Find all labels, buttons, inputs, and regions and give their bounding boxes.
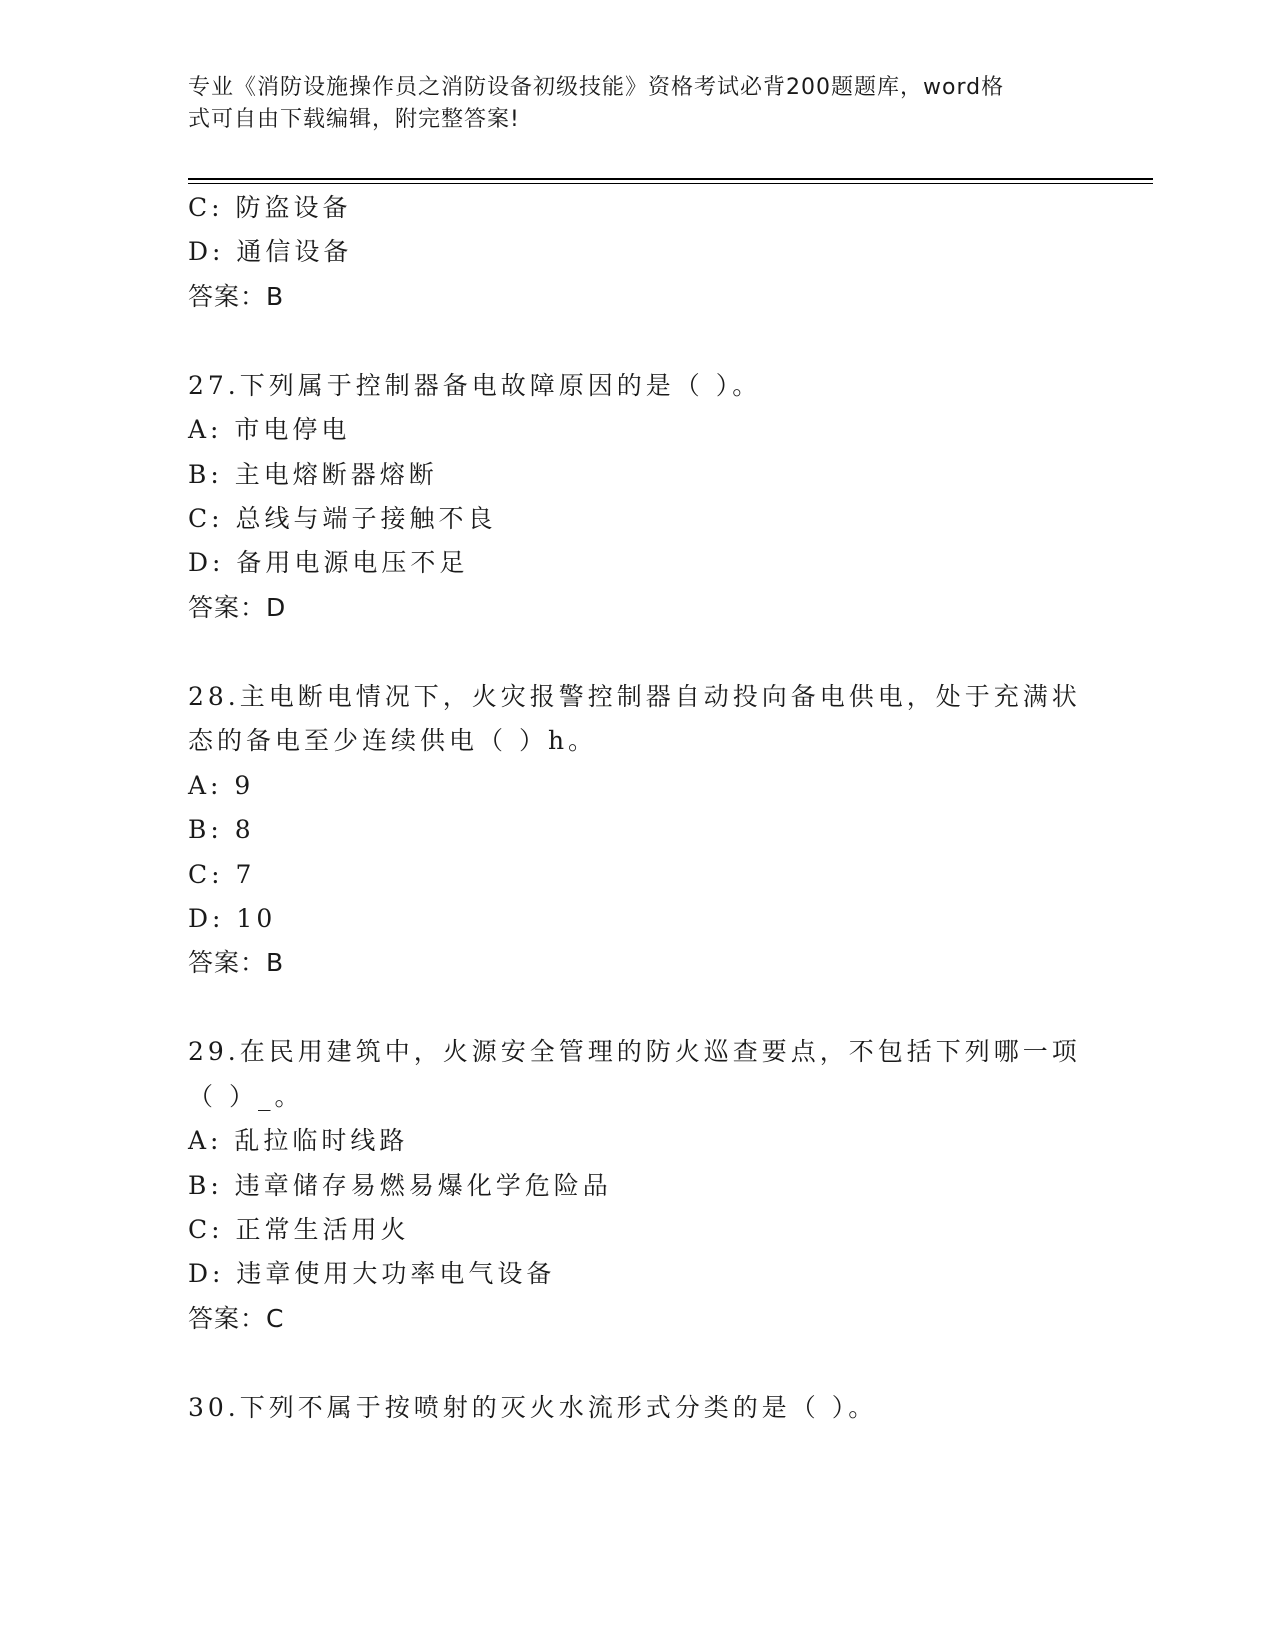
answer-line: 答案：B — [188, 282, 285, 311]
question-30: 30.下列不属于按喷射的灭火水流形式分类的是（ ）。 — [188, 1393, 878, 1422]
option-d: D: 违章使用大功率电气设备 — [188, 1259, 556, 1288]
question-29-line-2: （ ）_。 — [188, 1082, 304, 1111]
document-header — [188, 72, 1068, 136]
header-divider-thin — [188, 183, 1153, 184]
header-line-2: 式可自由下载编辑，附完整答案! — [188, 107, 520, 132]
answer-line: 答案：C — [188, 1304, 285, 1333]
header-divider-thick — [188, 178, 1153, 180]
option-c: C: 7 — [188, 860, 256, 889]
option-a: A: 乱拉临时线路 — [188, 1126, 409, 1155]
option-b: B: 8 — [188, 815, 255, 844]
option-c: C: 防盗设备 — [188, 193, 352, 222]
question-29-line-1: 29.在民用建筑中，火源安全管理的防火巡查要点，不包括下列哪一项 — [188, 1037, 1081, 1066]
option-a: A: 9 — [188, 771, 255, 800]
option-b: B: 主电熔断器熔断 — [188, 460, 438, 489]
question-28-line-2: 态的备电至少连续供电（ ）h。 — [188, 726, 598, 755]
option-c: C: 正常生活用火 — [188, 1215, 410, 1244]
answer-line: 答案：B — [188, 948, 285, 977]
option-d: D: 通信设备 — [188, 237, 353, 266]
header-line-1: 专业《消防设施操作员之消防设备初级技能》资格考试必背200题题库，word格 — [188, 75, 1005, 100]
option-a: A: 市电停电 — [188, 415, 351, 444]
option-d: D: 10 — [188, 904, 277, 933]
option-c: C: 总线与端子接触不良 — [188, 504, 497, 533]
question-28-line-1: 28.主电断电情况下，火灾报警控制器自动投向备电供电，处于充满状 — [188, 682, 1081, 711]
option-b: B: 违章储存易燃易爆化学危险品 — [188, 1171, 612, 1200]
question-27: 27.下列属于控制器备电故障原因的是（ ）。 — [188, 371, 762, 400]
option-d: D: 备用电源电压不足 — [188, 548, 469, 577]
answer-line: 答案：D — [188, 593, 287, 622]
